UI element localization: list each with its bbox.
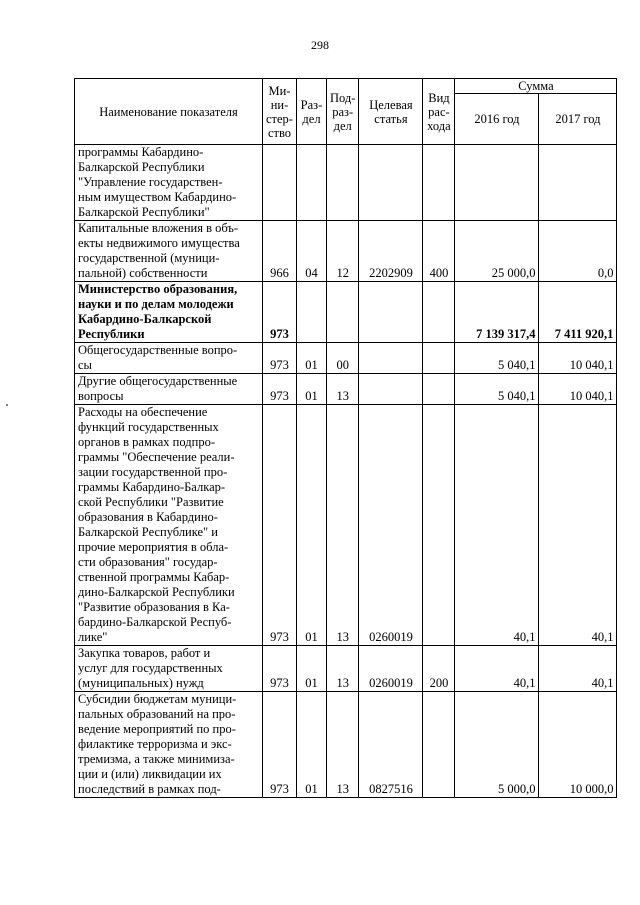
cell-2017: 0,0 <box>539 221 617 282</box>
cell-expense-type <box>423 374 455 405</box>
cell-ministry: 973 <box>263 405 297 646</box>
cell-expense-type: 200 <box>423 646 455 692</box>
cell-2017: 40,1 <box>539 405 617 646</box>
cell-subsection <box>326 282 358 343</box>
header-year-2016: 2016 год <box>455 94 539 145</box>
cell-target: 0260019 <box>359 405 423 646</box>
cell-ministry: 966 <box>263 221 297 282</box>
table-row <box>75 374 617 405</box>
cell-ministry: 973 <box>263 282 297 343</box>
cell-name: Другие общегосударственные вопросы <box>75 374 263 405</box>
cell-subsection: 13 <box>326 405 358 646</box>
header-subsection: Под- раз- дел <box>326 79 358 145</box>
table-row <box>75 646 617 692</box>
cell-subsection: 13 <box>326 646 358 692</box>
cell-section: 01 <box>296 374 326 405</box>
header-target: Целевая статья <box>359 79 423 145</box>
cell-2016: 5 040,1 <box>455 374 539 405</box>
cell-section: 01 <box>296 405 326 646</box>
cell-expense-type <box>423 692 455 798</box>
header-year-2017: 2017 год <box>539 94 617 145</box>
cell-subsection: 13 <box>326 374 358 405</box>
cell-target: 2202909 <box>359 221 423 282</box>
cell-ministry: 973 <box>263 374 297 405</box>
header-expense-type: Вид рас- хода <box>423 79 455 145</box>
cell-expense-type <box>423 343 455 374</box>
table-row <box>75 405 617 646</box>
cell-subsection <box>326 145 358 221</box>
cell-ministry: 973 <box>263 692 297 798</box>
table-row <box>75 221 617 282</box>
cell-target: 0260019 <box>359 646 423 692</box>
cell-section <box>296 145 326 221</box>
header-ministry: Ми- ни- стер- ство <box>263 79 297 145</box>
cell-section: 04 <box>296 221 326 282</box>
cell-2017: 40,1 <box>539 646 617 692</box>
cell-name: Капитальные вложения в объ- екты недвижимого имущества государственной (муници- пальной) собственности <box>75 221 263 282</box>
cell-2016: 40,1 <box>455 405 539 646</box>
cell-expense-type: 400 <box>423 221 455 282</box>
table-body <box>75 145 617 798</box>
cell-2017 <box>539 145 617 221</box>
table-row <box>75 343 617 374</box>
header-name: Наименование показателя <box>75 79 263 145</box>
cell-target: 0827516 <box>359 692 423 798</box>
cell-section: 01 <box>296 692 326 798</box>
budget-table <box>74 78 617 798</box>
page-number: 298 <box>311 38 329 52</box>
header-sum: Сумма <box>455 79 617 94</box>
cell-subsection: 12 <box>326 221 358 282</box>
cell-2017: 7 411 920,1 <box>539 282 617 343</box>
cell-expense-type <box>423 405 455 646</box>
cell-section: 01 <box>296 343 326 374</box>
cell-2017: 10 040,1 <box>539 374 617 405</box>
cell-2016: 5 000,0 <box>455 692 539 798</box>
cell-target <box>359 145 423 221</box>
cell-target <box>359 374 423 405</box>
cell-name: Общегосударственные вопро- сы <box>75 343 263 374</box>
cell-ministry <box>263 145 297 221</box>
cell-2017: 10 000,0 <box>539 692 617 798</box>
cell-2016 <box>455 145 539 221</box>
cell-expense-type <box>423 145 455 221</box>
table-row <box>75 282 617 343</box>
header-section: Раз- дел <box>296 79 326 145</box>
cell-target <box>359 343 423 374</box>
cell-section: 01 <box>296 646 326 692</box>
margin-mark <box>6 404 8 406</box>
cell-ministry: 973 <box>263 646 297 692</box>
cell-2017: 10 040,1 <box>539 343 617 374</box>
cell-name: Субсидии бюджетам муници- пальных образований на про- ведение мероприятий по про- филактике терроризма и экс- тремизма, а также минимиза- ции и (или) ликвидации их последствий в рамках под- <box>75 692 263 798</box>
cell-2016: 7 139 317,4 <box>455 282 539 343</box>
cell-2016: 40,1 <box>455 646 539 692</box>
cell-subsection: 00 <box>326 343 358 374</box>
cell-subsection: 13 <box>326 692 358 798</box>
cell-name: Министерство образования, науки и по делам молодежи Кабардино-Балкарской Республики <box>75 282 263 343</box>
cell-2016: 5 040,1 <box>455 343 539 374</box>
table-row <box>75 692 617 798</box>
cell-expense-type <box>423 282 455 343</box>
cell-name: программы Кабардино- Балкарской Республики "Управление государствен- ным имуществом Кабардино- Балкарской Республики" <box>75 145 263 221</box>
table-row <box>75 145 617 221</box>
cell-ministry: 973 <box>263 343 297 374</box>
cell-name: Расходы на обеспечение функций государственных органов в рамках подпро- граммы "Обеспечение реали- зации государственной про- граммы Кабардино-Балкар- ской Республики "Развитие образования в Кабардино- Балкарской Республике" и прочие мероприятия в обла- сти образования" государ- ственной программы Кабар- дино-Балкарской Республики "Развитие образования в Ка- бардино-Балкарской Респуб- лике" <box>75 405 263 646</box>
cell-section <box>296 282 326 343</box>
cell-2016: 25 000,0 <box>455 221 539 282</box>
cell-name: Закупка товаров, работ и услуг для государственных (муниципальных) нужд <box>75 646 263 692</box>
cell-target <box>359 282 423 343</box>
